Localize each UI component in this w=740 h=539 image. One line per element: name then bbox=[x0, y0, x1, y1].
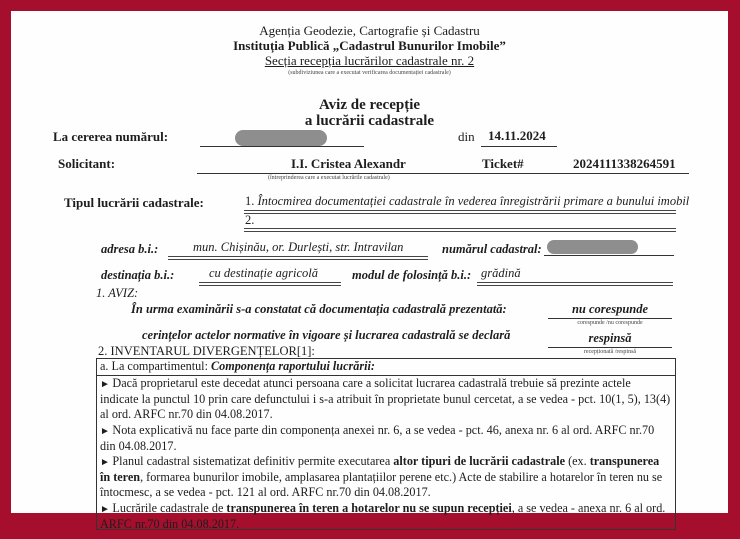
cadastral-number-redaction bbox=[547, 240, 638, 254]
cadastral-underline bbox=[544, 255, 674, 256]
work-type-item2-num: 2. bbox=[245, 213, 255, 227]
applicant-label: Solicitant: bbox=[58, 156, 116, 171]
aviz-line1: În urma examinării s-a constatat că documentația cadastrală prezentată: bbox=[131, 302, 507, 316]
institution-name: Instituția Publică „Cadastrul Bunurilor Imobile” bbox=[233, 38, 506, 53]
divergence-text: Lucrările cadastrale de bbox=[112, 500, 227, 515]
divergence-text: , a se vedea - anexa nr. 6 al ord. ARFC nr.70 din 04.08.2017. bbox=[100, 500, 666, 531]
divergence-text: (ex. bbox=[565, 454, 590, 469]
divergence-text: Planul cadastral sistematizat definitiv permite executarea bbox=[112, 454, 394, 469]
compartment-name: Componența raportului lucrării: bbox=[211, 359, 375, 373]
address-label: adresa b.i.: bbox=[101, 242, 159, 256]
document-page bbox=[11, 11, 728, 531]
inventory-heading: 2. INVENTARUL DIVERGENȚELOR[1]: bbox=[98, 344, 315, 358]
doc-title-line2: a lucrării cadastrale bbox=[304, 113, 435, 129]
address-underline bbox=[168, 256, 428, 260]
work-type-item1-num: 1. bbox=[245, 194, 255, 208]
work-type-item1-underline bbox=[244, 210, 676, 214]
destination-label: destinația b.i.: bbox=[101, 268, 175, 282]
date-underline bbox=[481, 146, 557, 147]
bullet-arrow-icon: ► bbox=[100, 379, 113, 390]
divergence-text-bold: altor tipuri de lucrării cadastrale bbox=[393, 454, 566, 469]
bullet-arrow-icon: ► bbox=[100, 457, 113, 469]
request-date: 14.11.2024 bbox=[488, 128, 546, 143]
address-value: mun. Chișinău, or. Durlești, str. Intravilan bbox=[193, 240, 404, 254]
usage-value: grădină bbox=[481, 266, 521, 280]
applicant-value: I.I. Cristea Alexandr bbox=[291, 156, 406, 171]
usage-label: modul de folosință b.i.: bbox=[352, 268, 472, 282]
bullet-arrow-icon: ► bbox=[100, 503, 113, 515]
aviz-value2-underline bbox=[548, 347, 672, 348]
ticket-number: 2024111338264591 bbox=[573, 156, 676, 171]
divergence-item bbox=[100, 423, 672, 454]
bullet-arrow-icon: ► bbox=[100, 425, 113, 437]
divergence-text-bold: transpunerea în teren bbox=[100, 454, 660, 485]
applicant-underline bbox=[197, 173, 689, 174]
section-caption: (subdiviziunea care a executat verificarea documentației cadastrale) bbox=[288, 70, 451, 76]
divergences-table bbox=[96, 358, 676, 530]
aviz-caption2: recepționată /respinsă bbox=[583, 349, 637, 355]
request-number-underline bbox=[200, 146, 364, 147]
compartment-label: a. La compartimentul: bbox=[100, 359, 208, 373]
date-label: din bbox=[458, 129, 475, 144]
aviz-caption1: corespunde /nu corespunde bbox=[577, 320, 643, 326]
ticket-label: Ticket# bbox=[482, 156, 524, 171]
applicant-caption: (întreprinderea care a executat lucrările cadastrale) bbox=[268, 175, 390, 181]
divergence-list bbox=[97, 376, 675, 532]
cadastral-label: numărul cadastral: bbox=[442, 242, 542, 256]
request-number-label: La cererea numărul: bbox=[53, 129, 169, 144]
divergence-text: Nota explicativă nu face parte din componența anexei nr. 6, a se vedea - pct. 46, anexa nr. 6 al ord. ARFC nr.70 din 04.08.2017. bbox=[100, 422, 655, 453]
destination-underline bbox=[199, 282, 341, 286]
section-name-text: Secția recepția lucrărilor cadastrale nr. 2 bbox=[264, 53, 475, 68]
request-number-redaction bbox=[235, 130, 327, 146]
work-type-item1-text: Întocmirea documentației cadastrale în vederea înregistrării primare a bunului imobil bbox=[257, 194, 690, 208]
aviz-heading: 1. AVIZ: bbox=[96, 286, 139, 300]
divergence-text-bold: transpunerea în teren a hotarelor nu se supun recepției bbox=[226, 500, 512, 515]
agency-name: Agenția Geodezie, Cartografie și Cadastru bbox=[259, 23, 480, 38]
aviz-value2: respinsă bbox=[588, 331, 632, 345]
work-type-label: Tipul lucrării cadastrale: bbox=[64, 195, 204, 210]
section-name bbox=[11, 53, 728, 69]
divergence-text: , formarea bunurilor imobile, amplasarea plantațiilor perene etc.) Acte de stabilire a hotarelor în teren nu se întocmesc, a se vedea - pct. 121 al ord. ARFC nr.70 din 04.08.2017. bbox=[100, 470, 663, 500]
work-type-item2-underline bbox=[244, 228, 676, 232]
divergence-item bbox=[100, 376, 672, 423]
usage-underline bbox=[477, 282, 673, 286]
work-type-item1 bbox=[245, 194, 689, 209]
doc-title-line1: Aviz de recepție bbox=[318, 97, 421, 113]
aviz-value1-underline bbox=[548, 318, 672, 319]
aviz-value1: nu corespunde bbox=[571, 302, 649, 316]
divergence-item bbox=[100, 454, 672, 501]
divergence-text: Dacă proprietarul este decedat atunci persoana care a solicitat lucrarea cadastrală trebuie să prezinte actele indicate la punctul 10 prin care defunctului i s-a atribuit în proprietate bunul cercetat, a se vedea - pct. 10(1, 5), 13(4) al ord. ARFC nr.70 din 04.08.2017. bbox=[100, 376, 671, 422]
compartment-row bbox=[97, 359, 675, 376]
divergence-item bbox=[100, 501, 672, 532]
aviz-line2: cerințelor actelor normative în vigoare și lucrarea cadastrală se declară bbox=[142, 328, 511, 342]
destination-value: cu destinație agricolă bbox=[209, 266, 319, 280]
